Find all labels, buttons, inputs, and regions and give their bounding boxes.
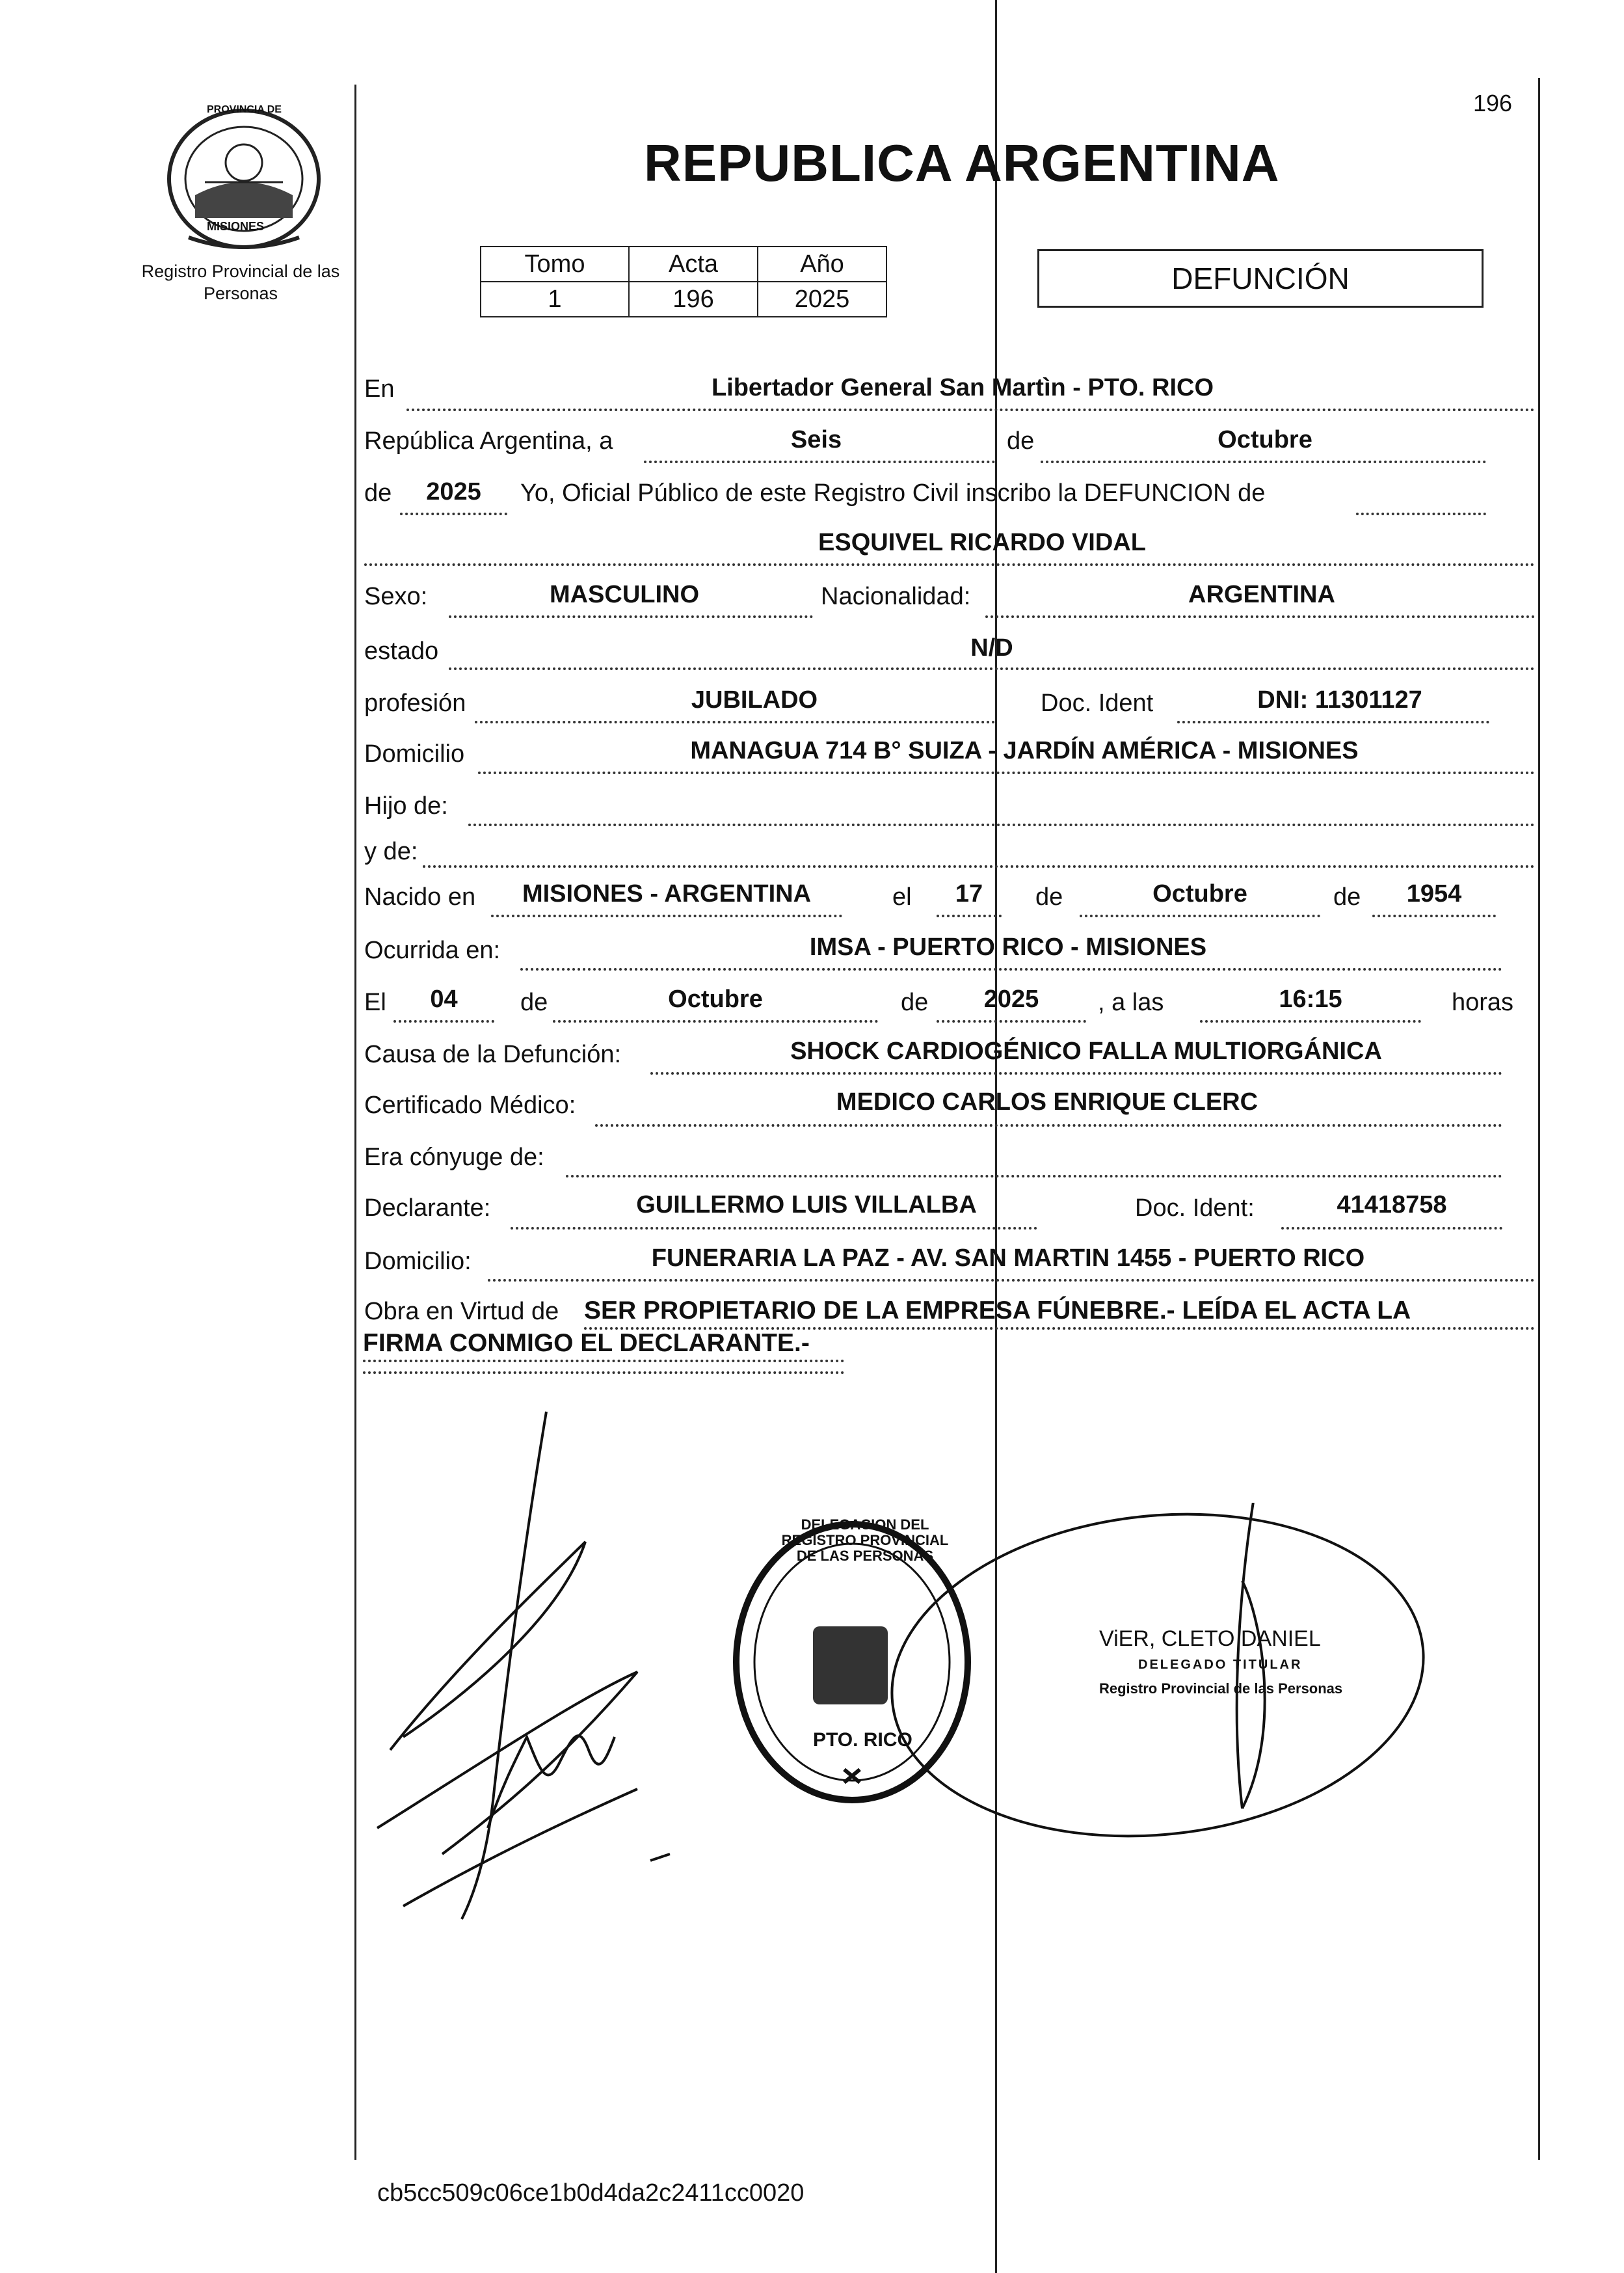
- official-name: ViER, CLETO DANIEL: [1099, 1626, 1321, 1651]
- value-obra-line1: SER PROPIETARIO DE LA EMPRESA FÚNEBRE.- LEÍDA EL ACTA LA: [584, 1297, 1411, 1325]
- dotted-line: [1080, 915, 1320, 917]
- label-obra-en-virtud: Obra en Virtud de: [364, 1298, 559, 1325]
- dotted-line: [644, 461, 995, 463]
- dotted-line: [566, 1175, 1502, 1177]
- left-margin-line: [354, 85, 356, 2160]
- dotted-line: [1281, 1227, 1502, 1230]
- label-certificado: Certificado Médico:: [364, 1092, 576, 1119]
- value-def-mes: Octubre: [668, 986, 763, 1013]
- logo-text-bottom: MISIONES: [207, 220, 265, 233]
- value-declarante: GUILLERMO LUIS VILLALBA: [636, 1191, 977, 1218]
- official-signature-oval: [878, 1503, 1431, 1848]
- dotted-line: [406, 409, 1535, 411]
- value-nac-anio: 1954: [1406, 880, 1462, 908]
- label-registro-text: Yo, Oficial Público de este Registro Civil inscribo la DEFUNCION de: [520, 479, 1266, 507]
- value-domicilio: MANAGUA 714 B° SUIZA - JARDÍN AMÉRICA - MISIONES: [690, 737, 1359, 764]
- dotted-line: [1177, 721, 1489, 723]
- label-de-3: de: [1035, 883, 1063, 911]
- dotted-line: [449, 615, 813, 618]
- dotted-line: [511, 1227, 1037, 1230]
- dotted-line: [491, 915, 842, 917]
- label-ocurrida-en: Ocurrida en:: [364, 937, 501, 964]
- label-el: el: [892, 883, 912, 911]
- stamp-ring-text: DELEGACION DEL REGISTRO PROVINCIAL DE LAS PERSONAS: [781, 1516, 949, 1564]
- value-obra-line2: FIRMA CONMIGO EL DECLARANTE.-: [363, 1329, 810, 1357]
- label-profesion: profesión: [364, 690, 466, 717]
- dotted-line: [478, 772, 1535, 774]
- document-hash: cb5cc509c06ce1b0d4da2c2411cc0020: [377, 2179, 805, 2207]
- value-nac-mes: Octubre: [1152, 880, 1247, 908]
- value-def-anio: 2025: [983, 986, 1039, 1013]
- value-nacido-en: MISIONES - ARGENTINA: [522, 880, 812, 908]
- dotted-line: [520, 968, 1502, 971]
- official-role: DELEGADO TITULAR: [1138, 1658, 1303, 1672]
- dotted-line: [393, 1020, 494, 1023]
- value-def-hora: 16:15: [1279, 986, 1342, 1013]
- label-de-6: de: [901, 989, 929, 1016]
- dotted-line: [1041, 461, 1486, 463]
- volume-header-anio: Año: [758, 247, 886, 282]
- value-estado: N/D: [970, 634, 1013, 662]
- volume-value-anio: 2025: [758, 282, 886, 317]
- dotted-line: [488, 1279, 1535, 1282]
- volume-value-tomo: 1: [481, 282, 629, 317]
- label-doc-ident-2: Doc. Ident:: [1135, 1194, 1255, 1222]
- dotted-line: [468, 824, 1535, 826]
- logo-text-top: PROVINCIA DE: [207, 104, 282, 115]
- value-dia-letras: Seis: [790, 426, 842, 453]
- declarant-signature: [364, 1399, 819, 1932]
- label-nacionalidad: Nacionalidad:: [821, 583, 971, 610]
- dotted-line: [650, 1072, 1502, 1075]
- label-republica: República Argentina, a: [364, 427, 613, 455]
- value-nacionalidad: ARGENTINA: [1188, 581, 1335, 608]
- official-org: Registro Provincial de las Personas: [1099, 1680, 1343, 1697]
- value-nombre: ESQUIVEL RICARDO VIDAL: [818, 529, 1146, 556]
- dotted-line: [364, 563, 1535, 566]
- label-domicilio: Domicilio: [364, 740, 465, 768]
- record-type-box: DEFUNCIÓN: [1037, 249, 1484, 308]
- dotted-line: [937, 915, 1002, 917]
- value-sexo: MASCULINO: [549, 581, 700, 608]
- stamp-center-text: PTO. RICO: [813, 1729, 912, 1751]
- label-nacido-en: Nacido en: [364, 883, 476, 911]
- right-margin-line: [1538, 78, 1540, 2160]
- label-declarante: Declarante:: [364, 1194, 491, 1222]
- value-causa: SHOCK CARDIOGÉNICO FALLA MULTIORGÁNICA: [790, 1038, 1382, 1065]
- label-sexo: Sexo:: [364, 583, 428, 610]
- value-ocurrida-en: IMSA - PUERTO RICO - MISIONES: [809, 934, 1207, 961]
- label-en: En: [364, 375, 395, 403]
- label-de-4: de: [1333, 883, 1361, 911]
- value-lugar: Libertador General San Martìn - PTO. RICO: [711, 374, 1214, 401]
- page-title: REPUBLICA ARGENTINA: [644, 134, 1280, 192]
- label-hijo-de: Hijo de:: [364, 792, 448, 820]
- page-number: 196: [1473, 90, 1513, 116]
- label-horas: horas: [1452, 989, 1514, 1016]
- label-conyuge: Era cónyuge de:: [364, 1144, 544, 1171]
- volume-header-acta: Acta: [629, 247, 758, 282]
- label-de-2: de: [364, 479, 392, 507]
- value-declarante-domicilio: FUNERARIA LA PAZ - AV. SAN MARTIN 1455 - PUERTO RICO: [651, 1244, 1365, 1272]
- dotted-line: [1356, 513, 1486, 515]
- dotted-line: [363, 1360, 844, 1362]
- dotted-line: [475, 721, 995, 723]
- value-certificado: MEDICO CARLOS ENRIQUE CLERC: [836, 1088, 1258, 1116]
- dotted-line: [595, 1124, 1502, 1127]
- label-de-1: de: [1007, 427, 1035, 455]
- dotted-line: [400, 513, 507, 515]
- label-de-5: de: [520, 989, 548, 1016]
- dotted-line: [1372, 915, 1496, 917]
- dotted-line: [985, 615, 1535, 618]
- volume-value-acta: 196: [629, 282, 758, 317]
- value-declarante-doc: 41418758: [1337, 1191, 1447, 1218]
- value-profesion: JUBILADO: [691, 686, 818, 714]
- dotted-line: [1200, 1020, 1421, 1023]
- value-anio: 2025: [426, 478, 481, 505]
- label-estado: estado: [364, 638, 439, 665]
- value-def-dia: 04: [430, 986, 458, 1013]
- label-doc-ident: Doc. Ident: [1041, 690, 1154, 717]
- dotted-line: [449, 667, 1535, 670]
- value-mes: Octubre: [1218, 426, 1312, 453]
- label-domicilio-2: Domicilio:: [364, 1248, 472, 1275]
- volume-table: [480, 246, 887, 317]
- dotted-line: [363, 1371, 844, 1374]
- label-y-de: y de:: [364, 838, 418, 865]
- volume-header-tomo: Tomo: [481, 247, 629, 282]
- dotted-line: [937, 1020, 1086, 1023]
- value-doc: DNI: 11301127: [1257, 686, 1422, 714]
- label-causa: Causa de la Defunción:: [364, 1041, 622, 1068]
- label-a-las: , a las: [1098, 989, 1164, 1016]
- dotted-line: [553, 1020, 878, 1023]
- registry-label: Registro Provincial de las Personas: [141, 262, 340, 303]
- value-nac-dia: 17: [955, 880, 983, 908]
- center-fold-line: [995, 0, 997, 2273]
- dotted-line: [423, 865, 1535, 868]
- label-el-cap: El: [364, 989, 386, 1016]
